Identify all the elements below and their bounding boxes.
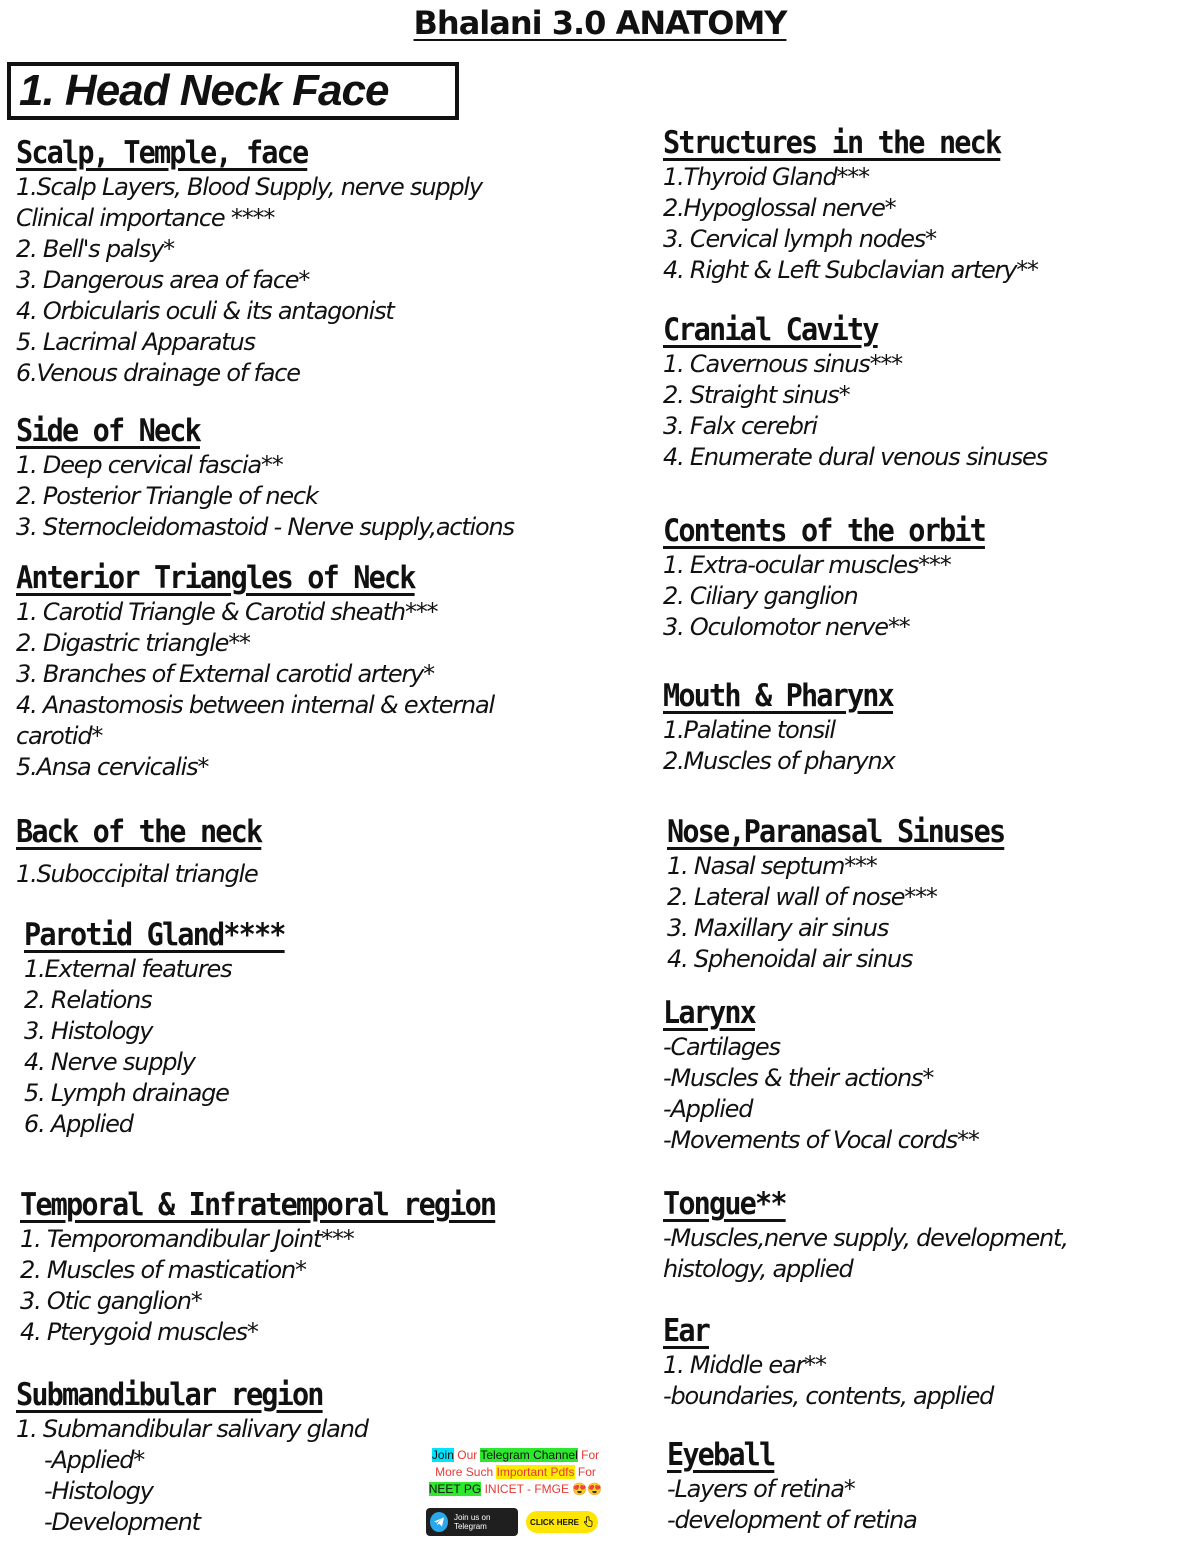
- list-item: Clinical importance ****: [16, 204, 275, 232]
- section-heading: Scalp, Temple, face: [16, 135, 308, 171]
- section-items: [667, 1474, 1192, 1536]
- section-heading: Eyeball: [667, 1437, 775, 1473]
- section-mouth-pharynx: [663, 677, 1188, 777]
- section-items: [16, 859, 616, 890]
- section-items: [667, 851, 1192, 975]
- section-items: [20, 1224, 620, 1348]
- list-item: 2.Hypoglossal nerve*: [663, 194, 896, 222]
- section-items: [663, 715, 1188, 777]
- paper-plane-icon: [433, 1516, 445, 1528]
- document-title-text: Bhalani 3.0 ANATOMY: [413, 4, 787, 42]
- list-item: 3. Branches of External carotid artery*: [16, 660, 434, 688]
- section-heading: Side of Neck: [16, 413, 200, 449]
- promo-text-part: INICET - FMGE 😍😍: [484, 1482, 603, 1496]
- chapter-title-box: [7, 62, 459, 120]
- section-ear: [663, 1312, 1188, 1412]
- list-item: histology, applied: [663, 1255, 853, 1283]
- section-heading: Anterior Triangles of Neck: [16, 560, 415, 596]
- section-heading: Ear: [663, 1313, 709, 1349]
- list-item: 2. Lateral wall of nose***: [667, 883, 937, 911]
- list-item: 3. Oculomotor nerve**: [663, 613, 910, 641]
- section-heading: Mouth & Pharynx: [663, 678, 893, 714]
- list-item: 2. Posterior Triangle of neck: [16, 482, 318, 510]
- chapter-title: 1. Head Neck Face: [19, 66, 389, 115]
- telegram-join-button[interactable]: [426, 1508, 518, 1536]
- section-scalp: [16, 134, 616, 389]
- promo-text-part: For: [581, 1448, 600, 1462]
- section-heading: Cranial Cavity: [663, 312, 878, 348]
- list-item: 2. Straight sinus*: [663, 381, 850, 409]
- list-item: -development of retina: [667, 1506, 917, 1534]
- list-item: 2. Ciliary ganglion: [663, 582, 858, 610]
- list-item: -Development: [44, 1508, 200, 1536]
- list-item: 1. Extra-ocular muscles***: [663, 551, 951, 579]
- list-item: 3. Otic ganglion*: [20, 1287, 202, 1315]
- list-item: 4. Nerve supply: [24, 1048, 195, 1076]
- list-item: 3. Maxillary air sinus: [667, 914, 889, 942]
- list-item: 1.External features: [24, 955, 232, 983]
- list-item: 4. Anastomosis between internal & external: [16, 691, 494, 719]
- list-item: carotid*: [16, 722, 103, 750]
- section-parotid-gland: [24, 916, 624, 1140]
- section-tongue: [663, 1185, 1188, 1285]
- document-title: [0, 4, 1200, 42]
- list-item: -Cartilages: [663, 1033, 780, 1061]
- section-structures-in-neck: [663, 124, 1188, 286]
- list-item: 3. Falx cerebri: [663, 412, 817, 440]
- section-items: [16, 450, 616, 543]
- section-items: [16, 597, 616, 783]
- telegram-promo: [408, 1447, 623, 1547]
- list-item: 2. Digastric triangle**: [16, 629, 250, 657]
- section-anterior-triangles: [16, 559, 616, 783]
- section-items: [663, 1350, 1188, 1412]
- section-heading: Larynx: [663, 995, 755, 1031]
- promo-text-part: NEET PG: [428, 1482, 482, 1496]
- list-item: 1. Carotid Triangle & Carotid sheath***: [16, 598, 438, 626]
- list-item: 4. Orbicularis oculi & its antagonist: [16, 297, 394, 325]
- section-items: [16, 172, 616, 389]
- section-items: [663, 162, 1188, 286]
- list-item: 1. Temporomandibular Joint***: [20, 1225, 354, 1253]
- section-heading: Structures in the neck: [663, 125, 1001, 161]
- promo-buttons: [408, 1508, 623, 1536]
- section-side-of-neck: [16, 412, 616, 543]
- section-heading: Nose,Paranasal Sinuses: [667, 814, 1005, 850]
- promo-text-part: Important Pdfs: [496, 1465, 575, 1479]
- section-heading: Parotid Gland****: [24, 917, 285, 953]
- list-item: 3. Histology: [24, 1017, 153, 1045]
- list-item: 1. Cavernous sinus***: [663, 350, 902, 378]
- list-item: 1. Submandibular salivary gland: [16, 1415, 368, 1443]
- list-item: 6.Venous drainage of face: [16, 359, 300, 387]
- section-heading: Temporal & Infratemporal region: [20, 1187, 496, 1223]
- list-item: 1. Nasal septum***: [667, 852, 877, 880]
- list-item: 6. Applied: [24, 1110, 133, 1138]
- section-heading: Tongue**: [663, 1186, 786, 1222]
- list-item: 2. Muscles of mastication*: [20, 1256, 306, 1284]
- section-orbit: [663, 512, 1188, 643]
- list-item: -Applied: [663, 1095, 753, 1123]
- list-item: -Histology: [44, 1477, 153, 1505]
- pointer-hand-icon: [582, 1516, 594, 1528]
- telegram-join-label: Join us on Telegram: [453, 1513, 491, 1531]
- list-item: -Muscles,nerve supply, development,: [663, 1224, 1068, 1252]
- list-item: 2. Bell's palsy*: [16, 235, 174, 263]
- list-item: -boundaries, contents, applied: [663, 1382, 994, 1410]
- section-larynx: [663, 994, 1188, 1156]
- list-item: 1. Middle ear**: [663, 1351, 826, 1379]
- list-item: -Applied*: [44, 1446, 145, 1474]
- list-item: -Muscles & their actions*: [663, 1064, 934, 1092]
- list-item: 1.Thyroid Gland***: [663, 163, 869, 191]
- section-heading: Submandibular region: [16, 1377, 323, 1413]
- promo-text-part: Telegram Channel: [480, 1448, 578, 1462]
- promo-text-part: Our: [457, 1448, 478, 1462]
- list-item: 3. Cervical lymph nodes*: [663, 225, 936, 253]
- list-item: 1.Scalp Layers, Blood Supply, nerve supply: [16, 173, 482, 201]
- section-temporal-infratemporal: [20, 1186, 620, 1348]
- section-eyeball: [667, 1436, 1192, 1536]
- promo-text: [408, 1447, 623, 1498]
- promo-text-part: Join: [431, 1448, 454, 1462]
- list-item: 5.Ansa cervicalis*: [16, 753, 209, 781]
- section-heading: Contents of the orbit: [663, 513, 985, 549]
- list-item: 4. Pterygoid muscles*: [20, 1318, 258, 1346]
- click-here-button[interactable]: [526, 1511, 598, 1533]
- promo-text-part: More Such: [435, 1465, 494, 1479]
- list-item: 1. Deep cervical fascia**: [16, 451, 283, 479]
- list-item: 5. Lacrimal Apparatus: [16, 328, 255, 356]
- section-heading: Back of the neck: [16, 814, 262, 850]
- list-item: 3. Sternocleidomastoid - Nerve supply,actions: [16, 513, 514, 541]
- list-item: 3. Dangerous area of face*: [16, 266, 310, 294]
- section-nose-paranasal: [667, 813, 1192, 975]
- list-item: 1.Palatine tonsil: [663, 716, 835, 744]
- list-item: 4. Right & Left Subclavian artery**: [663, 256, 1038, 284]
- list-item: 2.Muscles of pharynx: [663, 747, 895, 775]
- section-cranial-cavity: [663, 311, 1188, 473]
- section-back-of-neck: [16, 813, 616, 890]
- list-item: 2. Relations: [24, 986, 152, 1014]
- section-items: [663, 1032, 1188, 1156]
- section-items: [24, 954, 624, 1140]
- promo-text-part: For: [577, 1465, 596, 1479]
- list-item: -Movements of Vocal cords**: [663, 1126, 979, 1154]
- list-item: 1.Suboccipital triangle: [16, 860, 258, 888]
- list-item: 4. Enumerate dural venous sinuses: [663, 443, 1047, 471]
- list-item: -Layers of retina*: [667, 1475, 855, 1503]
- section-items: [663, 349, 1188, 473]
- list-item: 5. Lymph drainage: [24, 1079, 229, 1107]
- list-item: 4. Sphenoidal air sinus: [667, 945, 913, 973]
- click-here-label: CLICK HERE: [530, 1517, 579, 1527]
- telegram-icon: [430, 1512, 448, 1532]
- section-items: [663, 550, 1188, 643]
- section-items: [663, 1223, 1188, 1285]
